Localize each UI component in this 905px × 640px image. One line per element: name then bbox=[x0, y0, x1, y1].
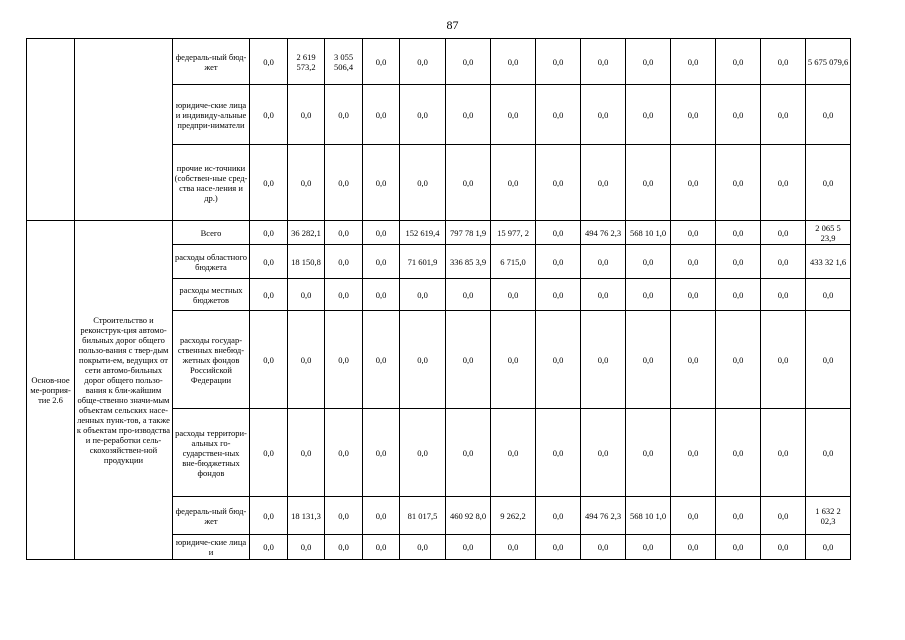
value-cell: 0,0 bbox=[581, 145, 626, 221]
value-cell: 0,0 bbox=[671, 245, 716, 279]
value-cell: 0,0 bbox=[716, 409, 761, 497]
value-cell: 2 065 5 23,9 bbox=[806, 221, 851, 245]
value-cell: 0,0 bbox=[671, 409, 716, 497]
value-cell: 0,0 bbox=[363, 39, 400, 85]
value-cell: 0,0 bbox=[671, 221, 716, 245]
value-cell: 0,0 bbox=[288, 535, 325, 560]
value-cell: 0,0 bbox=[671, 497, 716, 535]
value-cell: 0,0 bbox=[288, 311, 325, 409]
value-cell: 0,0 bbox=[536, 497, 581, 535]
value-cell: 0,0 bbox=[761, 279, 806, 311]
value-cell: 0,0 bbox=[363, 85, 400, 145]
source-label: прочие ис-точники (собствен-ные сред-ства насе-ления и др.) bbox=[173, 145, 250, 221]
value-cell: 0,0 bbox=[671, 279, 716, 311]
value-cell: 0,0 bbox=[363, 497, 400, 535]
value-cell: 0,0 bbox=[716, 221, 761, 245]
value-cell: 0,0 bbox=[536, 409, 581, 497]
value-cell: 0,0 bbox=[626, 245, 671, 279]
value-cell: 0,0 bbox=[250, 85, 288, 145]
value-cell: 0,0 bbox=[288, 85, 325, 145]
value-cell: 0,0 bbox=[626, 85, 671, 145]
value-cell: 0,0 bbox=[761, 245, 806, 279]
value-cell: 0,0 bbox=[626, 311, 671, 409]
value-cell: 0,0 bbox=[325, 245, 363, 279]
value-cell: 0,0 bbox=[761, 497, 806, 535]
value-cell: 5 675 079,6 bbox=[806, 39, 851, 85]
value-cell: 0,0 bbox=[491, 535, 536, 560]
value-cell: 0,0 bbox=[363, 221, 400, 245]
budget-table bbox=[26, 38, 892, 560]
value-cell: 494 76 2,3 bbox=[581, 497, 626, 535]
value-cell: 0,0 bbox=[581, 409, 626, 497]
value-cell: 0,0 bbox=[671, 535, 716, 560]
value-cell: 0,0 bbox=[400, 145, 446, 221]
value-cell: 0,0 bbox=[250, 311, 288, 409]
value-cell: 0,0 bbox=[325, 221, 363, 245]
value-cell: 0,0 bbox=[581, 279, 626, 311]
value-cell: 0,0 bbox=[250, 535, 288, 560]
value-cell: 0,0 bbox=[671, 311, 716, 409]
value-cell: 0,0 bbox=[536, 245, 581, 279]
value-cell: 0,0 bbox=[761, 85, 806, 145]
value-cell: 0,0 bbox=[581, 85, 626, 145]
value-cell: 568 10 1,0 bbox=[626, 221, 671, 245]
value-cell: 0,0 bbox=[626, 279, 671, 311]
value-cell: 0,0 bbox=[716, 39, 761, 85]
source-label: федераль-ный бюд-жет bbox=[173, 39, 250, 85]
source-label: расходы местных бюджетов bbox=[173, 279, 250, 311]
value-cell: 0,0 bbox=[325, 497, 363, 535]
value-cell: 0,0 bbox=[716, 145, 761, 221]
value-cell: 0,0 bbox=[806, 311, 851, 409]
value-cell: 0,0 bbox=[581, 311, 626, 409]
value-cell: 0,0 bbox=[806, 409, 851, 497]
source-label: Всего bbox=[173, 221, 250, 245]
value-cell: 0,0 bbox=[325, 279, 363, 311]
name-cell-empty bbox=[75, 39, 173, 221]
value-cell: 0,0 bbox=[761, 221, 806, 245]
value-cell: 0,0 bbox=[363, 245, 400, 279]
source-label: федераль-ный бюд-жет bbox=[173, 497, 250, 535]
value-cell: 0,0 bbox=[446, 145, 491, 221]
value-cell: 0,0 bbox=[325, 85, 363, 145]
value-cell: 494 76 2,3 bbox=[581, 221, 626, 245]
value-cell: 0,0 bbox=[491, 39, 536, 85]
value-cell: 460 92 8,0 bbox=[446, 497, 491, 535]
value-cell: 0,0 bbox=[536, 221, 581, 245]
value-cell: 0,0 bbox=[716, 245, 761, 279]
value-cell: 81 017,5 bbox=[400, 497, 446, 535]
value-cell: 336 85 3,9 bbox=[446, 245, 491, 279]
value-cell: 0,0 bbox=[250, 221, 288, 245]
value-cell: 0,0 bbox=[288, 409, 325, 497]
value-cell: 568 10 1,0 bbox=[626, 497, 671, 535]
value-cell: 0,0 bbox=[626, 39, 671, 85]
source-label: расходы территори-альных го-сударствен-ных вне-бюджетных фондов bbox=[173, 409, 250, 497]
value-cell: 0,0 bbox=[446, 535, 491, 560]
value-cell: 0,0 bbox=[761, 409, 806, 497]
value-cell: 0,0 bbox=[581, 535, 626, 560]
value-cell: 0,0 bbox=[446, 279, 491, 311]
value-cell: 0,0 bbox=[536, 311, 581, 409]
value-cell: 0,0 bbox=[325, 409, 363, 497]
value-cell: 0,0 bbox=[716, 279, 761, 311]
value-cell: 0,0 bbox=[446, 409, 491, 497]
value-cell: 0,0 bbox=[806, 145, 851, 221]
table-row bbox=[27, 39, 892, 85]
table-row bbox=[27, 221, 892, 245]
measure-cell-empty bbox=[27, 39, 75, 221]
value-cell: 0,0 bbox=[288, 279, 325, 311]
value-cell: 0,0 bbox=[250, 279, 288, 311]
value-cell: 0,0 bbox=[400, 409, 446, 497]
page-number: 87 bbox=[446, 18, 459, 32]
value-cell: 6 715,0 bbox=[491, 245, 536, 279]
value-cell: 0,0 bbox=[671, 85, 716, 145]
value-cell: 0,0 bbox=[446, 85, 491, 145]
measure-label: Основ-ное ме-роприя-тие 2.6 bbox=[27, 221, 75, 560]
value-cell: 0,0 bbox=[363, 409, 400, 497]
value-cell: 0,0 bbox=[250, 409, 288, 497]
value-cell: 0,0 bbox=[325, 145, 363, 221]
value-cell: 0,0 bbox=[491, 145, 536, 221]
value-cell: 71 601,9 bbox=[400, 245, 446, 279]
value-cell: 0,0 bbox=[806, 85, 851, 145]
value-cell: 0,0 bbox=[536, 279, 581, 311]
value-cell: 18 131,3 bbox=[288, 497, 325, 535]
value-cell: 0,0 bbox=[716, 497, 761, 535]
value-cell: 0,0 bbox=[581, 245, 626, 279]
value-cell: 0,0 bbox=[363, 279, 400, 311]
value-cell: 152 619,4 bbox=[400, 221, 446, 245]
value-cell: 0,0 bbox=[626, 145, 671, 221]
source-label: юридиче-ские лица и индивиду-альные предпри-ниматели bbox=[173, 85, 250, 145]
value-cell: 0,0 bbox=[671, 145, 716, 221]
value-cell: 0,0 bbox=[716, 535, 761, 560]
value-cell: 2 619 573,2 bbox=[288, 39, 325, 85]
value-cell: 0,0 bbox=[363, 145, 400, 221]
value-cell: 0,0 bbox=[400, 311, 446, 409]
value-cell: 1 632 2 02,3 bbox=[806, 497, 851, 535]
value-cell: 0,0 bbox=[716, 85, 761, 145]
value-cell: 0,0 bbox=[581, 39, 626, 85]
value-cell: 0,0 bbox=[250, 497, 288, 535]
value-cell: 0,0 bbox=[491, 279, 536, 311]
value-cell: 0,0 bbox=[250, 39, 288, 85]
source-label: расходы государ-ственных внебюд-жетных фондов Российской Федерации bbox=[173, 311, 250, 409]
value-cell: 0,0 bbox=[400, 535, 446, 560]
value-cell: 0,0 bbox=[363, 535, 400, 560]
value-cell: 0,0 bbox=[761, 311, 806, 409]
value-cell: 0,0 bbox=[491, 311, 536, 409]
value-cell: 18 150,8 bbox=[288, 245, 325, 279]
value-cell: 0,0 bbox=[536, 535, 581, 560]
value-cell: 0,0 bbox=[806, 279, 851, 311]
value-cell: 433 32 1,6 bbox=[806, 245, 851, 279]
value-cell: 0,0 bbox=[250, 145, 288, 221]
value-cell: 0,0 bbox=[626, 409, 671, 497]
value-cell: 0,0 bbox=[325, 311, 363, 409]
value-cell: 0,0 bbox=[536, 39, 581, 85]
value-cell: 0,0 bbox=[491, 85, 536, 145]
value-cell: 0,0 bbox=[400, 85, 446, 145]
value-cell: 0,0 bbox=[761, 145, 806, 221]
value-cell: 0,0 bbox=[491, 409, 536, 497]
value-cell: 0,0 bbox=[446, 39, 491, 85]
value-cell: 0,0 bbox=[761, 535, 806, 560]
value-cell: 0,0 bbox=[400, 279, 446, 311]
value-cell: 0,0 bbox=[626, 535, 671, 560]
value-cell: 0,0 bbox=[536, 145, 581, 221]
value-cell: 36 282,1 bbox=[288, 221, 325, 245]
value-cell: 15 977, 2 bbox=[491, 221, 536, 245]
value-cell: 0,0 bbox=[325, 535, 363, 560]
value-cell: 0,0 bbox=[250, 245, 288, 279]
value-cell: 0,0 bbox=[806, 535, 851, 560]
value-cell: 0,0 bbox=[363, 311, 400, 409]
value-cell: 0,0 bbox=[671, 39, 716, 85]
value-cell: 0,0 bbox=[446, 311, 491, 409]
source-label: расходы областного бюджета bbox=[173, 245, 250, 279]
value-cell: 9 262,2 bbox=[491, 497, 536, 535]
measure-name: Строительство и реконструк-ция автомо-бильных дорог общего пользо-вания с твер-дым покрыти-ем, ведущих от сети автомо-бильных дорог общего пользо-вания к бли-жайшим обще-ственно значи-мым объектам сельских насе-ленных пунк-тов, а также к объектам про-изводства и пе-реработки сель-скохозяйствен-ной продукции bbox=[75, 221, 173, 560]
value-cell: 0,0 bbox=[761, 39, 806, 85]
value-cell: 3 055 506,4 bbox=[325, 39, 363, 85]
value-cell: 0,0 bbox=[400, 39, 446, 85]
value-cell: 0,0 bbox=[288, 145, 325, 221]
value-cell: 0,0 bbox=[536, 85, 581, 145]
source-label: юридиче-ские лица и bbox=[173, 535, 250, 560]
value-cell: 0,0 bbox=[716, 311, 761, 409]
value-cell: 797 78 1,9 bbox=[446, 221, 491, 245]
